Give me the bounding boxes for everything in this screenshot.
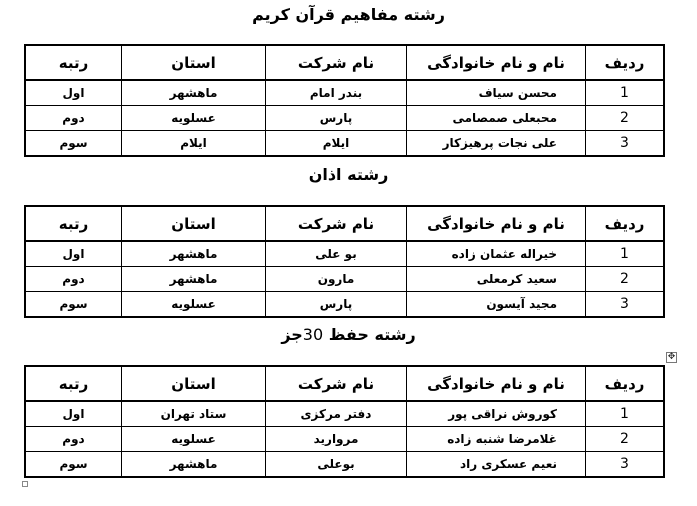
cell-id: 1 <box>585 402 663 427</box>
cell-province: عسلویه <box>121 292 265 316</box>
table-row <box>26 242 663 267</box>
cell-rank: دوم <box>26 106 121 131</box>
table-row <box>26 452 663 476</box>
cell-company: بوعلی <box>265 452 406 476</box>
cell-rank: سوم <box>59 136 88 150</box>
header-cell-rank: رتبه <box>26 207 121 242</box>
cell-id: 1 <box>585 81 663 106</box>
cell-rank: اول <box>26 402 121 427</box>
header-cell-full-name: نام و نام خانوادگی <box>406 46 585 81</box>
cell-company: بندر امام <box>265 81 406 106</box>
header-cell-province: استان <box>121 207 265 242</box>
header-cell-province: استان <box>121 367 265 402</box>
cell-province: ماهشهر <box>121 81 265 106</box>
cell-company: پارس <box>265 106 406 131</box>
cell-province: ماهشهر <box>121 452 265 476</box>
cell-province: عسلویه <box>121 427 265 452</box>
winners-table <box>24 365 665 478</box>
cell-province: ایلام <box>121 131 265 155</box>
cell-id: 2 <box>585 106 663 131</box>
cell-company: دفتر مرکزی <box>265 402 406 427</box>
cell-name: محبعلی صمصامی <box>406 106 585 131</box>
cell-rank: اول <box>26 242 121 267</box>
cell-name: سعید کرمعلی <box>406 267 585 292</box>
cell-province: ستاد تهران <box>121 402 265 427</box>
table-row <box>26 427 663 452</box>
cell-name: محسن سیاف <box>406 81 585 106</box>
cell-province: ماهشهر <box>121 267 265 292</box>
section-title-suffix: جز <box>281 325 303 344</box>
cell-company: ایلام <box>265 131 406 155</box>
header-cell-company: نام شرکت <box>265 207 406 242</box>
cell-company: پارس <box>265 292 406 316</box>
header-cell-rank-number: ردیف <box>585 46 663 81</box>
cell-company: بو علی <box>265 242 406 267</box>
header-cell-rank-number: ردیف <box>585 207 663 242</box>
section-title <box>0 4 697 26</box>
winners-table <box>24 44 665 157</box>
table-header-row <box>26 207 663 242</box>
cell-rank: دوم <box>26 267 121 292</box>
table-row <box>26 106 663 131</box>
table-header-row <box>26 46 663 81</box>
header-cell-full-name: نام و نام خانوادگی <box>406 367 585 402</box>
section-title-text: رشته مفاهیم قرآن کریم <box>252 5 445 24</box>
table-row <box>26 131 663 155</box>
cell-rank: دوم <box>26 427 121 452</box>
cell-province: عسلویه <box>121 106 265 131</box>
cell-company: مارون <box>265 267 406 292</box>
cell-name: غلامرضا شنبه زاده <box>406 427 585 452</box>
table-row <box>26 81 663 106</box>
cell-name: مجید آیسون <box>406 292 585 316</box>
header-cell-province: استان <box>121 46 265 81</box>
header-cell-rank: رتبه <box>26 46 121 81</box>
section-title <box>0 164 697 186</box>
table-row <box>26 267 663 292</box>
cell-name: علی نجات پرهیزکار <box>406 131 585 155</box>
section-title-number: 30 <box>302 325 324 344</box>
cell-province: ماهشهر <box>121 242 265 267</box>
cell-company: مروارید <box>265 427 406 452</box>
move-icon[interactable]: ✥ <box>667 352 676 362</box>
cell-id: 3 <box>585 292 663 316</box>
cell-id: 2 <box>585 427 663 452</box>
cell-name: نعیم عسکری راد <box>406 452 585 476</box>
cell-id: 2 <box>585 267 663 292</box>
cell-name: کوروش نراقی پور <box>406 402 585 427</box>
cell-rank: سوم <box>59 457 88 471</box>
cell-id: 3 <box>585 131 663 155</box>
header-cell-rank-number: ردیف <box>585 367 663 402</box>
header-cell-full-name: نام و نام خانوادگی <box>406 207 585 242</box>
cell-id: 3 <box>585 452 663 476</box>
winners-table <box>24 205 665 318</box>
header-cell-rank: رتبه <box>26 367 121 402</box>
cell-rank: اول <box>26 81 121 106</box>
header-cell-company: نام شرکت <box>265 46 406 81</box>
cell-id: 1 <box>585 242 663 267</box>
section-title-text: رشته اذان <box>308 165 389 184</box>
resize-icon[interactable] <box>22 481 28 487</box>
table-row <box>26 292 663 316</box>
cell-name: خیراله عثمان زاده <box>406 242 585 267</box>
header-cell-company: نام شرکت <box>265 367 406 402</box>
table-header-row <box>26 367 663 402</box>
section-title <box>0 324 697 346</box>
section-title-text: رشته حفظ <box>328 325 416 344</box>
table-row <box>26 402 663 427</box>
cell-rank: سوم <box>59 297 88 311</box>
